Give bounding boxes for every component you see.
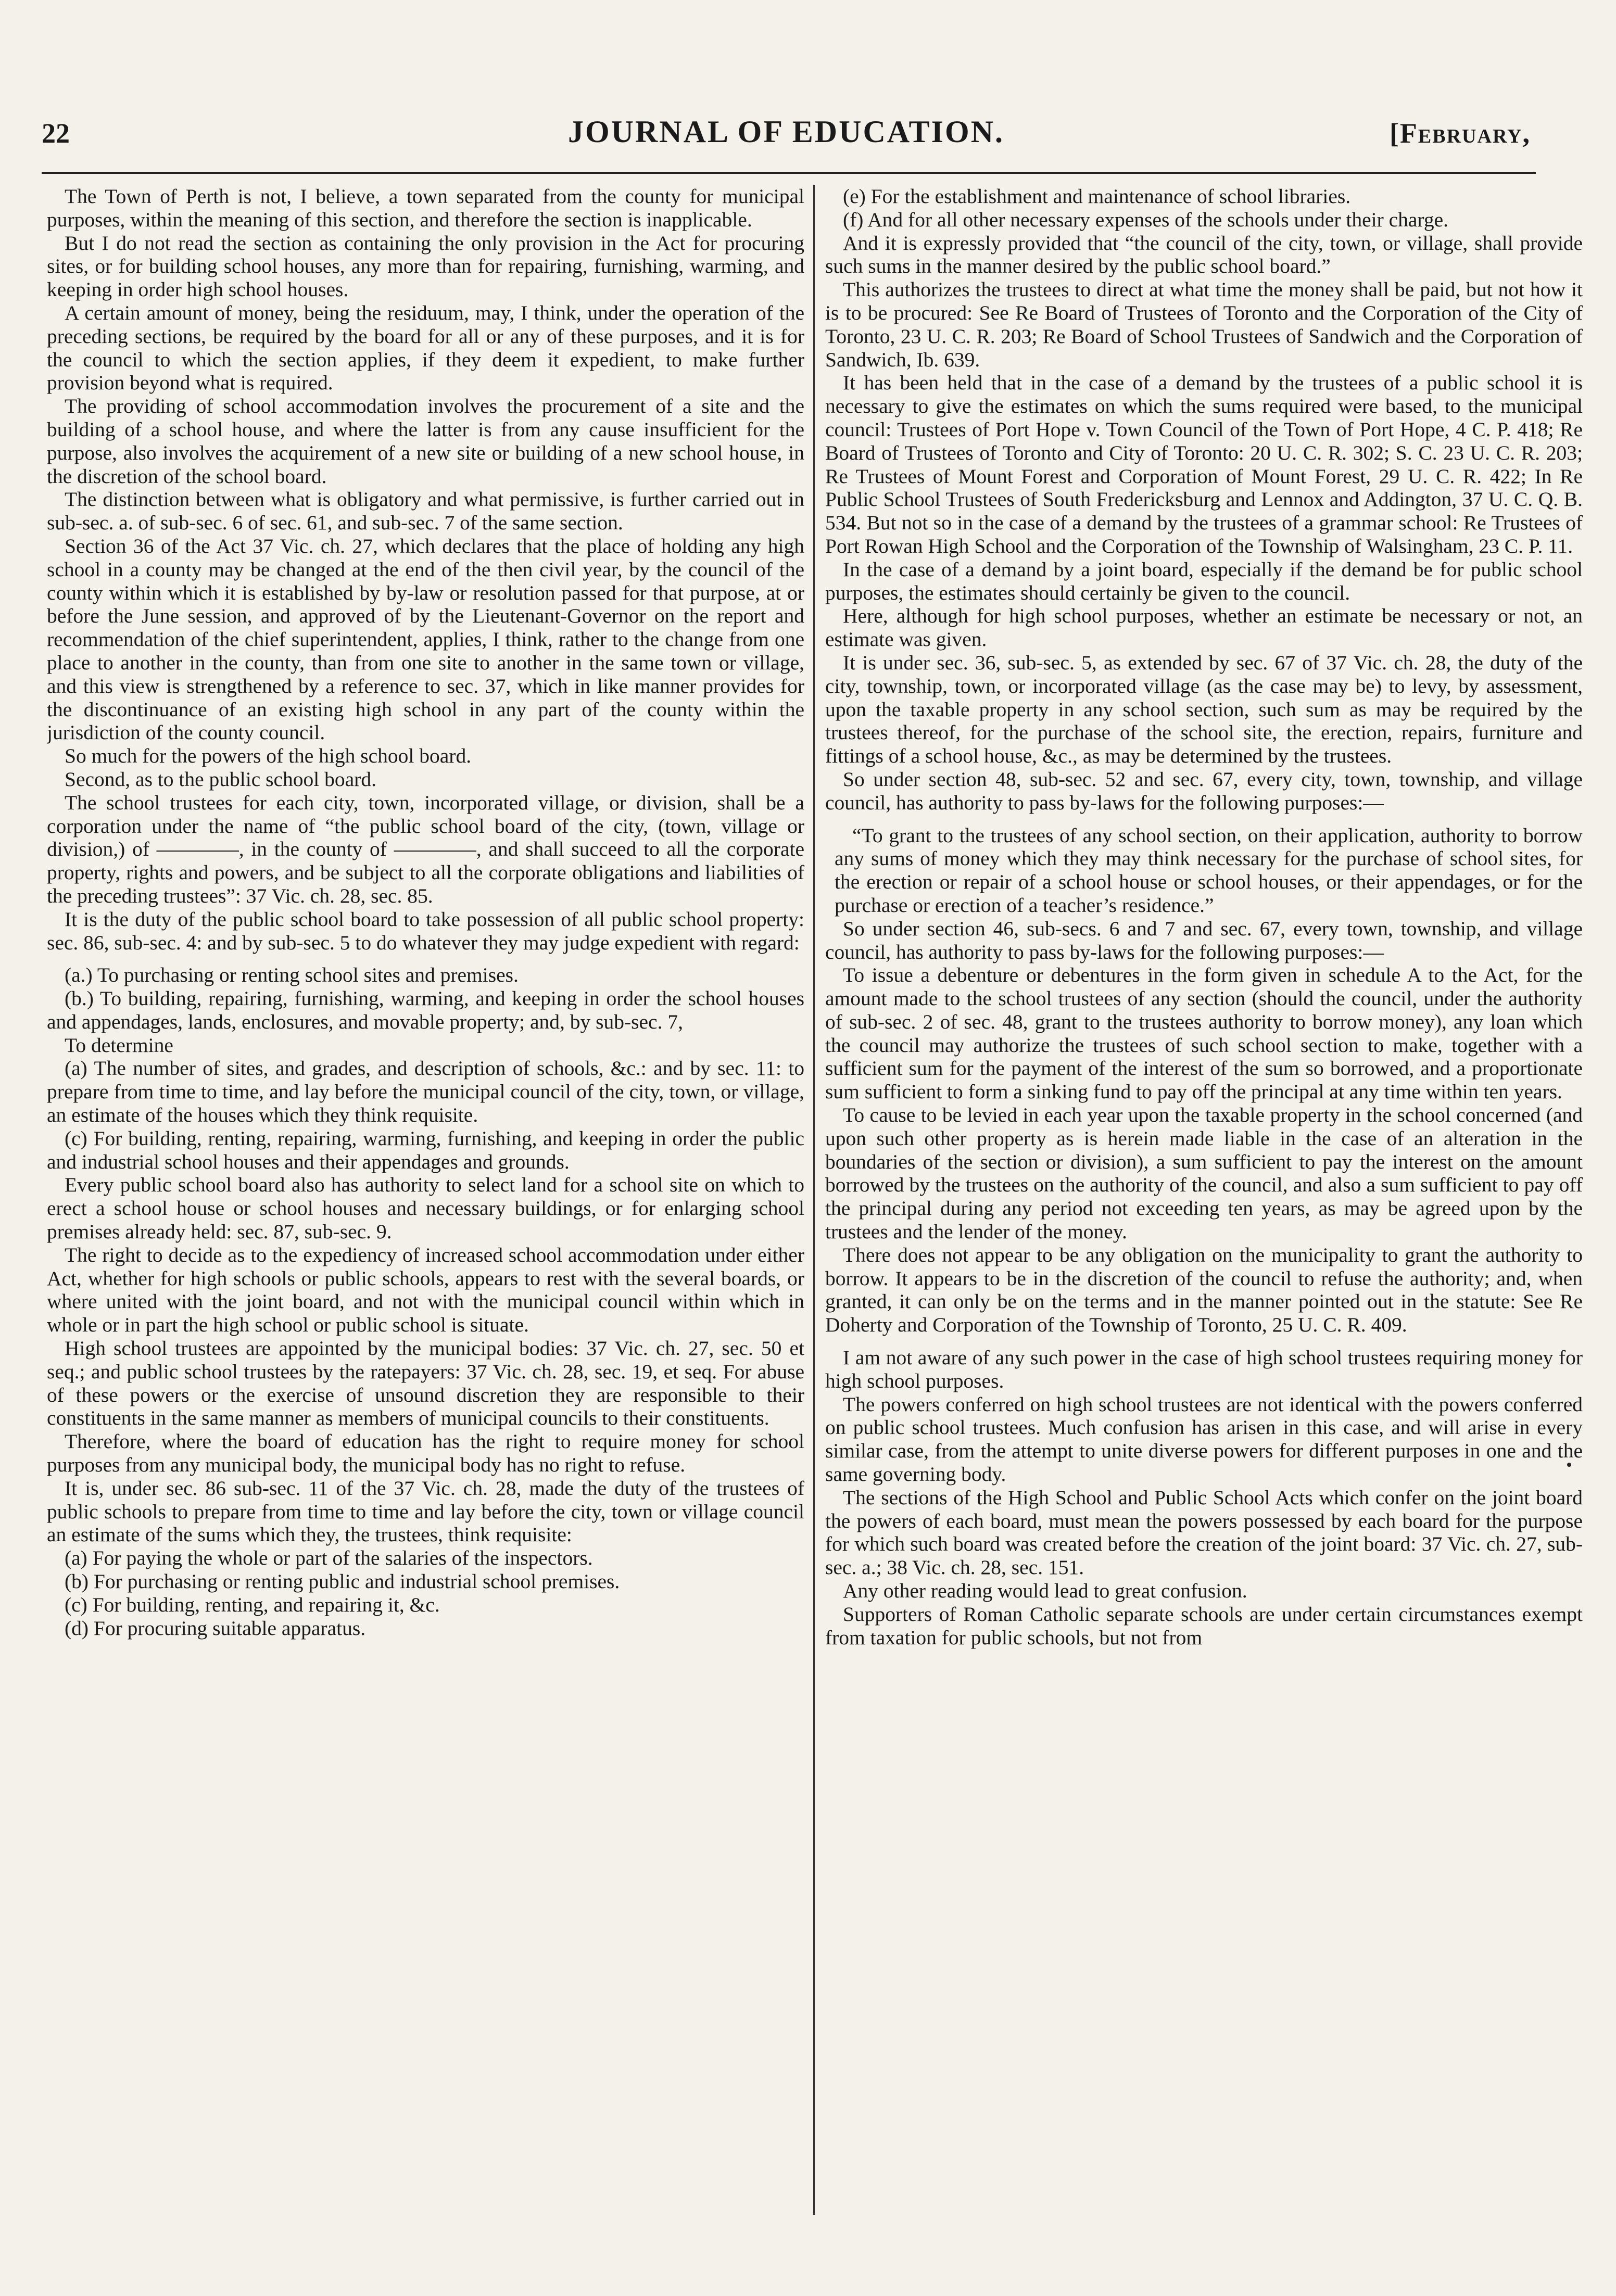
paragraph: To issue a debenture or debentures in the form given in schedule A to the Act, for the amount made to the school trustees of any section (should the council, under the authority of sub-sec. 2 of sec. 48, grant to the trustees authority to borrow money), any loan which the council may authorize the trustees of such school section to make, together with a sufficient sum for the payment of the interest of the sum so borrowed, and a proportionate sum sufficient to form a sinking fund to pay off the principal at any time within ten years. <box>825 963 1583 1103</box>
right-column <box>825 185 1583 2225</box>
paragraph: But I do not read the section as containing the only provision in the Act for procuring sites, or for building school houses, any more than for repairing, furnishing, warming, and keeping in order high school houses. <box>47 231 804 301</box>
paragraph: I am not aware of any such power in the case of high school trustees requiring money for high school purposes. <box>825 1346 1583 1392</box>
paragraph: So under section 48, sub-sec. 52 and sec. 67, every city, town, township, and village council, has authority to pass by-laws for the following purposes:— <box>825 767 1583 814</box>
list-item: (b) For purchasing or renting public and industrial school premises. <box>65 1570 620 1593</box>
list-item: (c) For building, renting, and repairing it, &c. <box>65 1593 440 1616</box>
paragraph: The providing of school accommodation involves the procurement of a site and the building of a school house, and where the latter is from any cause insufficient for the purpose, also involves the acquirement of a new site or building of a new school house, in the discretion of the school board. <box>47 395 804 488</box>
column-divider <box>813 185 815 2215</box>
paragraph: The powers conferred on high school trustees are not identical with the powers conferred on public school trustees. Much confusion has arisen in this case, and will arise in every similar case, from the attempt to unite diverse powers for different purposes in one and the same governing body. <box>825 1392 1583 1486</box>
issue-month: [February, <box>1389 118 1531 149</box>
paragraph: It has been held that in the case of a demand by the trustees of a public school it is necessary to give the estimates on which the sums required were based, to the municipal council: Trustees of Port Hope v. Town Council of the Town of Port Hope, 4 C. P. 418; Re Board of Trustees of Toronto and City of Toronto: 20 U. C. R. 302; S. C. 23 U. C. R. 203; Re Trustees of Mount Forest and Corporation of Mount Forest, 29 U. C. R. 422; In Re Public School Trustees of South Fredericksburg and Lennox and Addington, 37 U. C. Q. B. 534. But not so in the case of a demand by the trustees of a grammar school: Re Trustees of Port Rowan High School and the Corporation of the Township of Walsingham, 23 C. P. 11. <box>825 371 1583 557</box>
list-item: (d) For procuring suitable apparatus. <box>65 1616 366 1640</box>
list-item: To determine <box>65 1033 173 1057</box>
paragraph: The school trustees for each city, town, incorporated village, or division, shall be a corporation under the name of “the public school board of the city, (town, village or division,) of ————, in the county of ————, and shall succeed to all the corporate property, rights and powers, and be subject to all the corporate obligations and liabilities of the preceding trustees”: 37 Vic. ch. 28, sec. 85. <box>47 791 804 907</box>
paragraph: So under section 46, sub-secs. 6 and 7 and sec. 67, every town, township, and village council, has authority to pass by-laws for the following purposes:— <box>825 917 1583 963</box>
paragraph: The Town of Perth is not, I believe, a town separated from the county for municipal purposes, within the meaning of this section, and therefore the section is inapplicable. <box>47 185 804 231</box>
paragraph: Second, as to the public school board. <box>65 767 376 791</box>
list-item: (e) For the establishment and maintenance of school libraries. <box>843 185 1351 208</box>
paragraph: There does not appear to be any obligation on the municipality to grant the authority to borrow. It appears to be in the discretion of the council to refuse the authority; and, when granted, it can only be on the terms and in the manner pointed out in the statute: See Re Doherty and Corporation of the Township of Toronto, 25 U. C. R. 409. <box>825 1243 1583 1337</box>
paragraph: A certain amount of money, being the residuum, may, I think, under the operation of the preceding sections, be required by the board for all or any of these purposes, and it is for the council to which the section applies, if they deem it expedient, to make further provision beyond what is required. <box>47 301 804 395</box>
paragraph: High school trustees are appointed by the municipal bodies: 37 Vic. ch. 27, sec. 50 et seq.; and public school trustees by the ratepayers: 37 Vic. ch. 28, sec. 19, et seq. For abuse of these powers or the exercise of unsound discretion they are responsible to their constituents in the same manner as members of municipal councils to their constituents. <box>47 1337 804 1430</box>
paragraph: Section 36 of the Act 37 Vic. ch. 27, which declares that the place of holding any high school in a county may be changed at the end of the then civil year, by the council of the county within which it is established by by-law or resolution passed for that purpose, at or before the June session, and approved of by the Lieutenant-Governor on the report and recommendation of the chief superintendent, applies, I think, rather to the change from one place to another in the county, than from one site to another in the same town or village, and this view is strengthened by a reference to sec. 37, which in like manner provides for the discontinuance of an existing high school in any part of the county within the jurisdiction of the county council. <box>47 534 804 744</box>
paragraph: Every public school board also has authority to select land for a school site on which to erect a school house or school houses and necessary buildings, or for enlarging school premises already held: sec. 87, sub-sec. 9. <box>47 1173 804 1244</box>
paragraph: The distinction between what is obligatory and what permissive, is further carried out in sub-sec. a. of sub-sec. 6 of sec. 61, and sub-sec. 7 of the same section. <box>47 488 804 535</box>
list-item: (a.) To purchasing or renting school sites and premises. <box>65 963 519 987</box>
paragraph: Any other reading would lead to great confusion. <box>843 1579 1247 1603</box>
list-item: (c) For building, renting, repairing, warming, furnishing, and keeping in order the public and industrial school houses and their appendages and grounds. <box>47 1126 804 1173</box>
list-item: (f) And for all other necessary expenses of the schools under their charge. <box>843 208 1449 231</box>
page-number: 22 <box>42 118 70 149</box>
header-rule <box>42 172 1536 174</box>
quotation: “To grant to the trustees of any school section, on their application, authority to borrow any sums of money which they may think necessary for the purchase of school sites, for the erection or repair of a school house or school houses, or their appendages, or for the purchase or erection of a teacher’s residence.” <box>835 823 1583 917</box>
list-item: (a) The number of sites, and grades, and description of schools, &c.: and by sec. 11: to prepare from time to time, and lay before the municipal council of the city, town, or village, an estimate of the houses which they think requisite. <box>47 1057 804 1127</box>
paragraph: In the case of a demand by a joint board, especially if the demand be for public school purposes, the estimates should certainly be given to the council. <box>825 557 1583 604</box>
paragraph: The sections of the High School and Public School Acts which confer on the joint board the powers of each board, must mean the powers possessed by each board for the purpose for which such board was created before the creation of the joint board: 37 Vic. ch. 27, sub-sec. a.; 38 Vic. ch. 28, sec. 151. <box>825 1486 1583 1579</box>
paragraph: The right to decide as to the expediency of increased school accommodation under either Act, whether for high schools or public schools, appears to rest with the several boards, or where united with the joint board, and not with the municipal council within which in whole or in part the high school or public school is situate. <box>47 1243 804 1337</box>
paragraph: This authorizes the trustees to direct at what time the money shall be paid, but not how it is to be procured: See Re Board of Trustees of Toronto and the Corporation of the City of Toronto, 23 U. C. R. 203; Re Board of School Trustees of Sandwich and the Corporation of Sandwich, Ib. 639. <box>825 278 1583 371</box>
paragraph: Here, although for high school purposes, whether an estimate be necessary or not, an estimate was given. <box>825 604 1583 651</box>
list-item: (a) For paying the whole or part of the salaries of the inspectors. <box>65 1546 593 1570</box>
paragraph: So much for the powers of the high school board. <box>65 744 472 768</box>
paragraph: Therefore, where the board of education has the right to require money for school purposes from any municipal body, the municipal body has no right to refuse. <box>47 1430 804 1477</box>
paragraph: To cause to be levied in each year upon the taxable property in the school concerned (and upon such other property as is herein made liable in the case of an alteration in the boundaries of the section or division), a sum sufficient to pay the interest on the amount borrowed by the trustees on the authority of the council, and also a sum sufficient to pay off the principal during any period not exceeding ten years, as may be agreed upon by the trustees and the lender of the money. <box>825 1103 1583 1244</box>
left-column <box>47 185 804 2225</box>
paragraph: It is, under sec. 86 sub-sec. 11 of the 37 Vic. ch. 28, made the duty of the trustees of public schools to prepare from time to time and lay before the city, town or village council an estimate of the sums which they, the trustees, think requisite: <box>47 1476 804 1546</box>
paragraph: And it is expressly provided that “the council of the city, town, or village, shall provide such sums in the manner desired by the public school board.” <box>825 231 1583 278</box>
paragraph: Supporters of Roman Catholic separate schools are under certain circumstances exempt from taxation for public schools, but not from <box>825 1602 1583 1649</box>
list-item: (b.) To building, repairing, furnishing, warming, and keeping in order the school houses and appendages, lands, enclosures, and movable property; and, by sub-sec. 7, <box>47 987 804 1033</box>
paragraph: It is the duty of the public school board to take possession of all public school property: sec. 86, sub-sec. 4: and by sub-sec. 5 to do whatever they may judge expedient with regard: <box>47 907 804 954</box>
margin-speck <box>1567 1463 1571 1467</box>
running-head <box>42 112 1531 159</box>
paragraph: It is under sec. 36, sub-sec. 5, as extended by sec. 67 of 37 Vic. ch. 28, the duty of the city, township, town, or incorporated village (as the case may be) to levy, by assessment, upon the taxable property in any school section, such sum as may be required by the trustees thereof, for the purchase of the school site, the erection, repairs, furniture and fittings of a school house, &c., as may be determined by the trustees. <box>825 651 1583 768</box>
journal-title: JOURNAL OF EDUCATION. <box>567 115 1005 149</box>
